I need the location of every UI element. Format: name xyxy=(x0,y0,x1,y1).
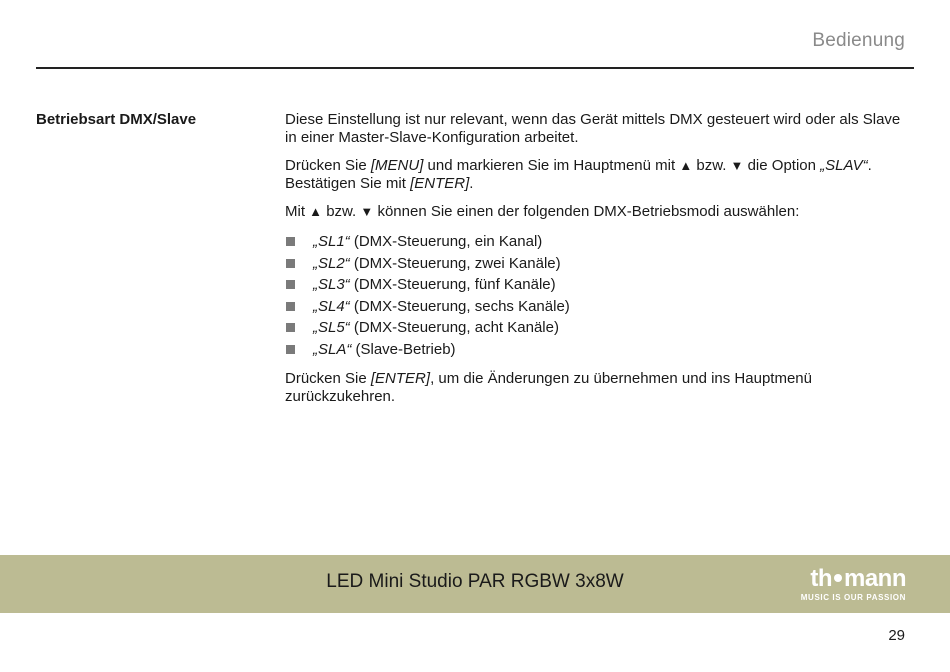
brand-tagline: MUSIC IS OUR PASSION xyxy=(800,593,906,602)
header-divider xyxy=(36,67,914,69)
text-fragment: bzw. xyxy=(692,157,731,174)
square-bullet-icon xyxy=(286,345,295,354)
mode-description: (DMX-Steuerung, zwei Kanäle) xyxy=(349,254,561,272)
brand-wordmark xyxy=(801,567,906,591)
mode-code: „SL4“ xyxy=(313,297,350,315)
paragraph-menu-instruction xyxy=(285,157,915,193)
logo-dot-icon xyxy=(834,574,842,582)
text-fragment: die Option xyxy=(743,157,821,174)
list-item xyxy=(285,296,915,318)
square-bullet-icon xyxy=(286,323,295,332)
text-fragment: können Sie einen der folgenden DMX-Betriebsmodi auswählen: xyxy=(373,203,800,220)
mode-code: „SL3“ xyxy=(313,276,350,293)
key-menu: [MENU] xyxy=(370,157,424,174)
product-name: LED Mini Studio PAR RGBW 3x8W xyxy=(326,571,624,592)
text-fragment: und markieren Sie im Hauptmenü mit xyxy=(423,157,680,174)
text-fragment: Drücken Sie xyxy=(285,370,371,387)
square-bullet-icon xyxy=(286,302,295,311)
key-enter: [ENTER] xyxy=(410,175,470,192)
text-fragment: Drücken Sie xyxy=(285,157,371,174)
arrow-up-icon: ▲ xyxy=(679,158,693,173)
page-number: 29 xyxy=(888,627,905,644)
paragraph-mode-intro xyxy=(285,203,915,221)
arrow-down-icon: ▼ xyxy=(360,204,374,219)
brand-wordmark-right: mann xyxy=(843,565,906,592)
mode-description: (Slave-Betrieb) xyxy=(351,340,456,358)
body-text xyxy=(285,111,915,416)
mode-description: (DMX-Steuerung, fünf Kanäle) xyxy=(349,276,556,293)
page-header-title: Bedienung xyxy=(812,30,905,51)
thomann-logo xyxy=(801,567,906,602)
square-bullet-icon xyxy=(286,280,295,289)
brand-wordmark-left: th xyxy=(810,565,832,592)
paragraph-confirm xyxy=(285,370,915,406)
text-fragment: Mit xyxy=(285,203,310,220)
list-item xyxy=(285,339,915,361)
arrow-up-icon: ▲ xyxy=(309,204,323,219)
list-item xyxy=(285,231,915,253)
arrow-down-icon: ▼ xyxy=(730,158,744,173)
dmx-mode-list xyxy=(285,231,915,360)
paragraph-intro: Diese Einstellung ist nur relevant, wenn das Gerät mittels DMX gesteuert wird oder als Slave in einer Master-Slave-Konfiguration arbeitet. xyxy=(285,111,901,146)
text-fragment: . Bestätigen Sie mit xyxy=(285,157,872,192)
mode-description: (DMX-Steuerung, sechs Kanäle) xyxy=(349,297,570,315)
section-heading: Betriebsart DMX/Slave xyxy=(36,111,197,128)
mode-code: „SL2“ xyxy=(313,254,350,272)
key-enter: [ENTER] xyxy=(370,370,431,387)
mode-description: (DMX-Steuerung, acht Kanäle) xyxy=(349,319,559,336)
square-bullet-icon xyxy=(286,237,295,246)
list-item xyxy=(285,274,915,296)
text-fragment: . xyxy=(469,175,474,192)
square-bullet-icon xyxy=(286,259,295,268)
mode-code: „SL5“ xyxy=(313,319,350,336)
text-fragment: , um die Änderungen zu übernehmen und ins Hauptmenü zurückzukehren. xyxy=(285,370,812,405)
text-fragment: bzw. xyxy=(322,203,361,220)
mode-code: „SLA“ xyxy=(313,340,352,358)
option-slav: „SLAV“ xyxy=(820,157,868,174)
list-item xyxy=(285,253,915,275)
list-item xyxy=(285,317,915,339)
mode-code: „SL1“ xyxy=(313,233,350,250)
footer-band xyxy=(0,555,950,613)
mode-description: (DMX-Steuerung, ein Kanal) xyxy=(349,233,543,250)
